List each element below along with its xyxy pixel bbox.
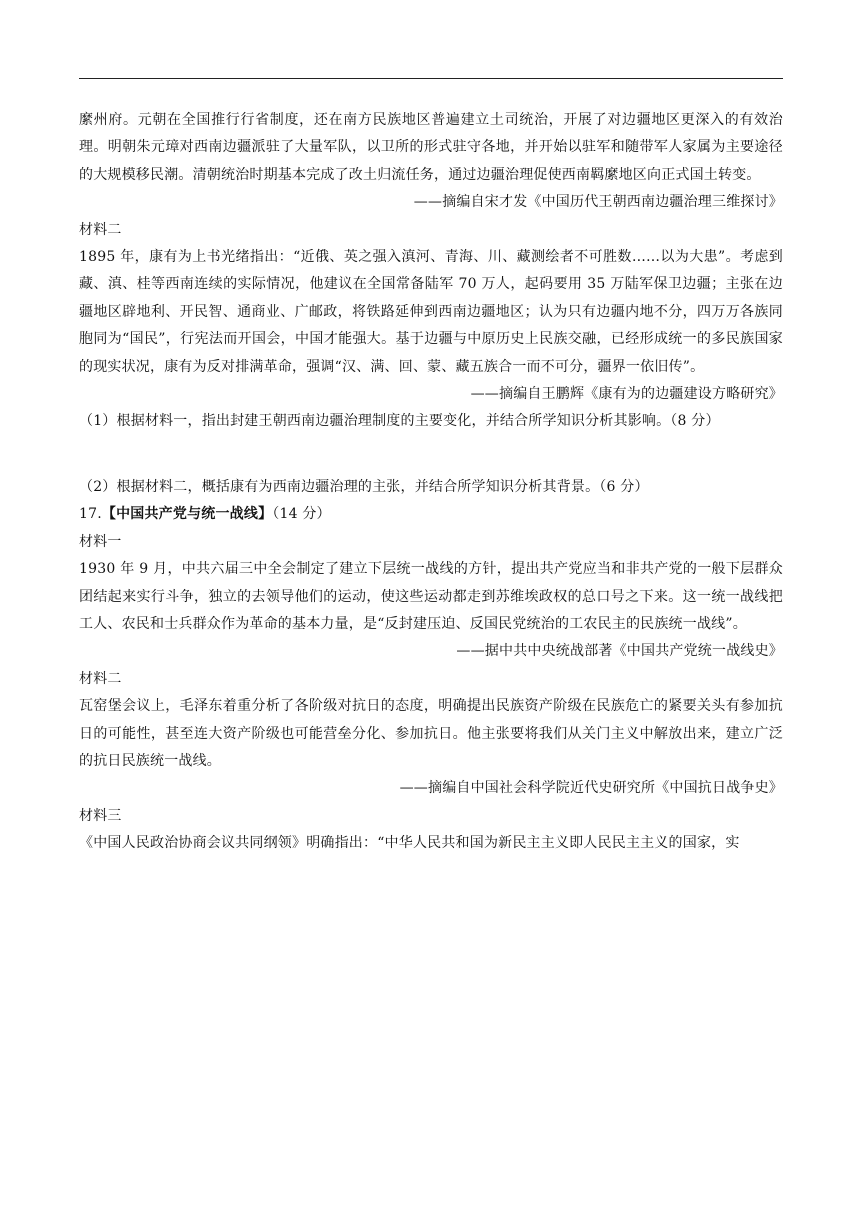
material1-source: ——摘编自宋才发《中国历代王朝西南边疆治理三维探讨》 — [413, 194, 783, 211]
question-2: （2）根据材料二，概括康有为西南边疆治理的主张，并结合所学知识分析其背景。（6 分） — [79, 478, 649, 495]
q17-material2-source: ——摘编自中国社会科学院近代史研究所《中国抗日战争史》 — [399, 780, 783, 797]
material2-source: ——摘编自王鹏辉《康有为的边疆建设方略研究》 — [470, 386, 783, 403]
question-1: （1）根据材料一，指出封建王朝西南边疆治理制度的主要变化，并结合所学知识分析其影响。（8 分） — [79, 413, 720, 430]
q17-material2-label: 材料二 — [79, 670, 122, 687]
material2-label: 材料二 — [79, 221, 122, 238]
q17-material3-paragraph: 《中国人民政治协商会议共同纲领》明确指出：“中华人民共和国为新民主主义即人民民主主义的国家，实 — [79, 835, 740, 852]
material2-paragraph: 1895 年，康有为上书光绪指出：“近俄、英之强入滇河、青海、川、藏测绘者不可胜数……以为大患”。考虑到藏、滇、桂等西南连续的实际情况，他建议在全国常备陆军 70 万人，起码要用 35 万陆军保卫边疆；主张在边疆地区辟地利、开民智、通商业、广邮政，将铁路延伸到西南边疆地区；认为只有边疆内地不分，四万万各族同胞同为“国民”，行宪法而开国会，中国才能强大。基于边疆与中原历史上民族交融，已经形成统一的多民族国家的现实状况，康有为反对排满革命，强调“汉、满、回、蒙、藏五族合一而不可分，疆界一依旧传”。 — [79, 249, 783, 375]
question-17-title: 【中国共产党与统一战线】 — [101, 506, 273, 523]
question-17-score: （14 分） — [272, 506, 331, 523]
q17-material1-source: ——据中共中央统战部著《中国共产党统一战线史》 — [456, 643, 783, 660]
q17-material1-label: 材料一 — [79, 533, 122, 550]
header-rule — [79, 78, 783, 79]
q17-material1-paragraph: 1930 年 9 月，中共六届三中全会制定了建立下层统一战线的方针，提出共产党应当和非共产党的一般下层群众团结起来实行斗争，独立的去领导他们的运动，使这些运动都走到苏维埃政权的总口号之下来。这一统一战线把工人、农民和士兵群众作为革命的基本力量，是“反封建压迫、反国民党统治的工农民主的民族统一战线”。 — [79, 561, 783, 632]
q17-material2-paragraph: 瓦窑堡会议上，毛泽东着重分析了各阶级对抗日的态度，明确提出民族资产阶级在民族危亡的紧要关头有参加抗日的可能性，甚至连大资产阶级也可能营垒分化、参加抗日。他主张要将我们从关门主义中解放出来，建立广泛的抗日民族统一战线。 — [79, 698, 783, 769]
document-page — [79, 0, 783, 1216]
page-content — [79, 107, 783, 858]
question-17-heading — [79, 501, 783, 528]
question-17-number: 17. — [79, 506, 102, 523]
material1-continuation-paragraph: 縻州府。元朝在全国推行行省制度，还在南方民族地区普遍建立土司统治，开展了对边疆地区更深入的有效治理。明朝朱元璋对西南边疆派驻了大量军队，以卫所的形式驻守各地，并开始以驻军和随带军人家属为主要途径的大规模移民潮。清朝统治时期基本完成了改土归流任务，通过边疆治理促使西南羁縻地区向正式国土转变。 — [79, 112, 783, 183]
answer-space — [79, 436, 783, 474]
q17-material3-label: 材料三 — [79, 807, 122, 824]
